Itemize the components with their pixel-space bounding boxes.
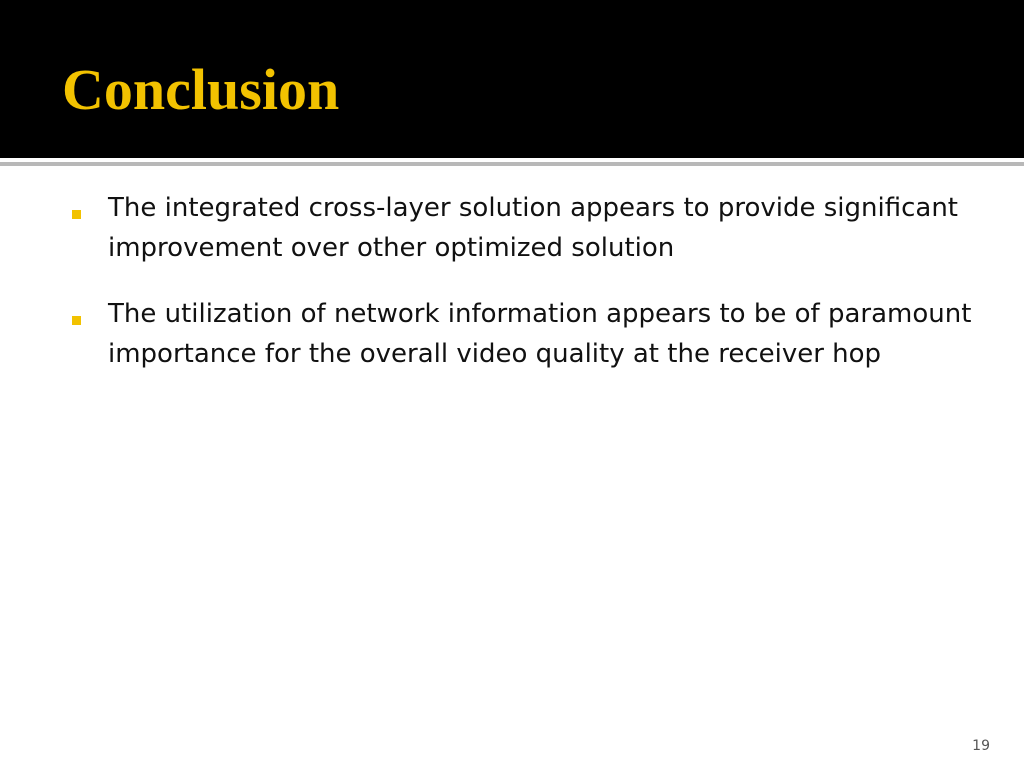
title-divider (0, 162, 1024, 166)
page-number: 19 (972, 738, 990, 754)
slide-title: Conclusion (62, 57, 340, 122)
bullet-item (72, 294, 972, 374)
square-bullet-icon (72, 210, 81, 219)
square-bullet-icon (72, 316, 81, 325)
bullet-list (72, 188, 972, 400)
bullet-item (72, 188, 972, 268)
bullet-text: The utilization of network information appears to be of paramount importance for the overall video quality at the receiver hop (108, 299, 972, 369)
bullet-text: The integrated cross-layer solution appears to provide significant improvement over other optimized solution (108, 193, 959, 263)
